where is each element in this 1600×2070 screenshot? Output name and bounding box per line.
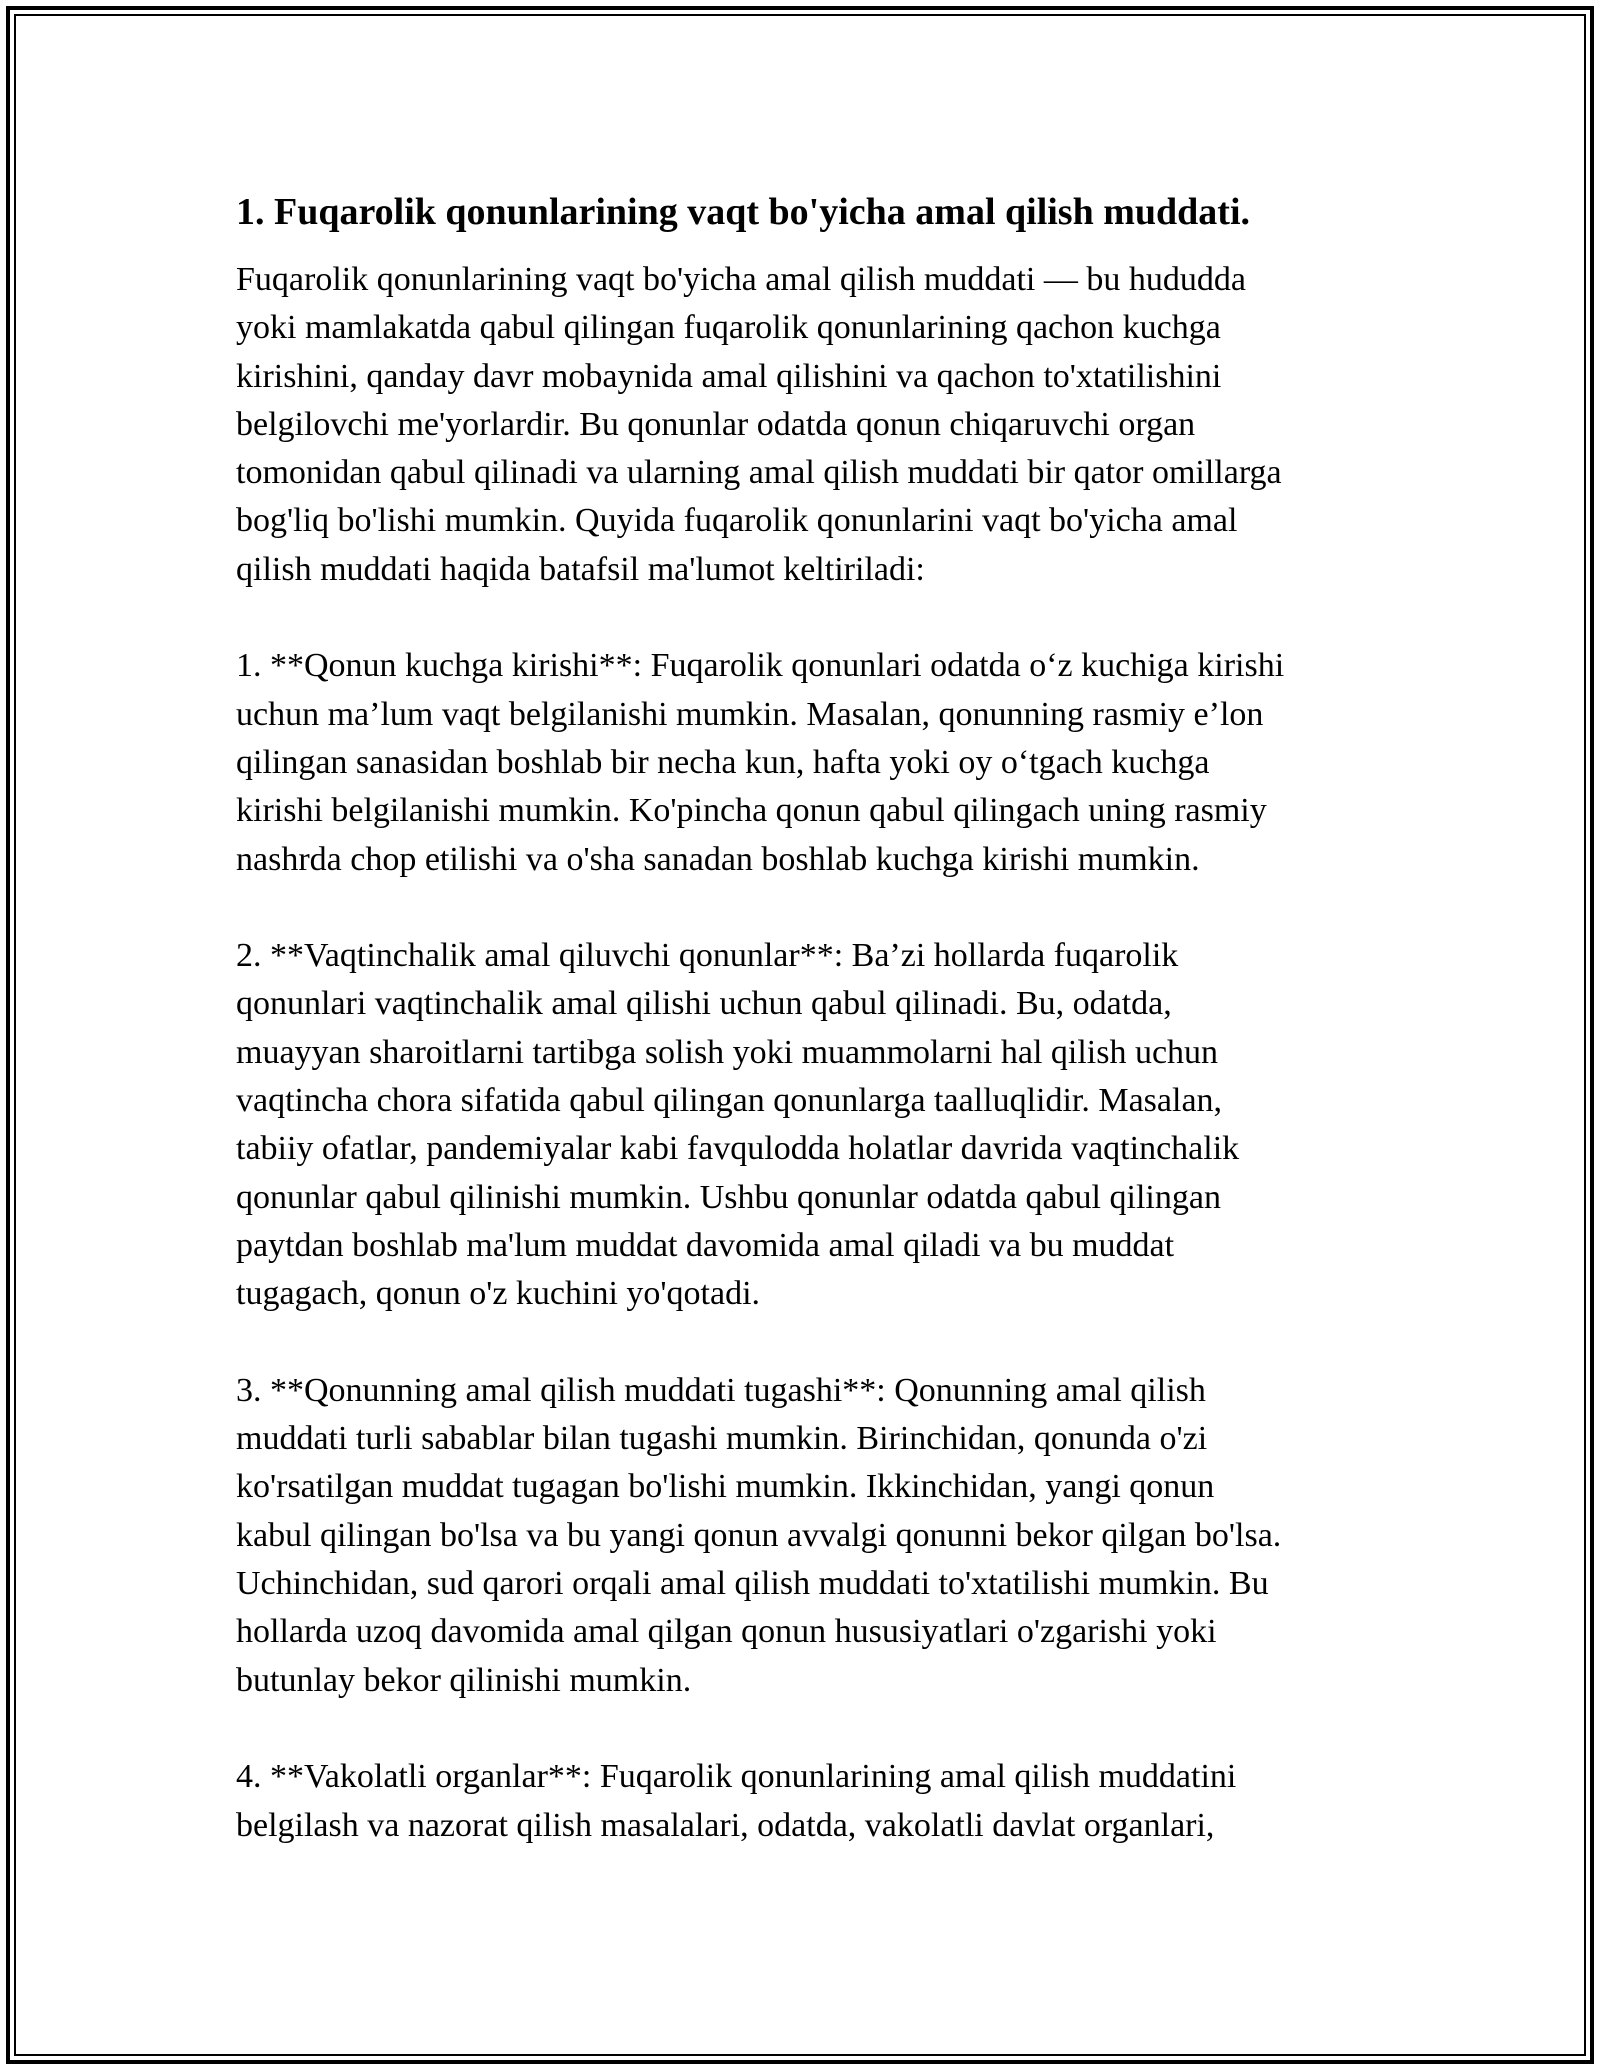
text-line: kirishi belgilanishi mumkin. Ko'pincha qonun qabul qilingach uning rasmiy <box>236 792 1267 830</box>
paragraph-intro <box>236 256 1376 594</box>
text-line: bog'liq bo'lishi mumkin. Quyida fuqarolik qonunlarini vaqt bo'yicha amal <box>236 502 1238 540</box>
text-line: qonunlari vaqtinchalik amal qilishi uchun qabul qilinadi. Bu, odatda, <box>236 985 1172 1023</box>
text-line: ko'rsatilgan muddat tugagan bo'lishi mumkin. Ikkinchidan, yangi qonun <box>236 1468 1215 1506</box>
text-line: tugagach, qonun o'z kuchini yo'qotadi. <box>236 1275 761 1313</box>
text-line: muayyan sharoitlarni tartibga solish yoki muammolarni hal qilish uchun <box>236 1033 1219 1071</box>
text-line: qonunlar qabul qilinishi mumkin. Ushbu qonunlar odatda qabul qilingan <box>236 1178 1221 1216</box>
paragraph-gap <box>236 1705 1376 1753</box>
text-line: kirishini, qanday davr mobaynida amal qilishini va qachon to'xtatilishini <box>236 357 1222 395</box>
text-line: paytdan boshlab ma'lum muddat davomida amal qiladi va bu muddat <box>236 1226 1175 1264</box>
text-line: 3. **Qonunning amal qilish muddati tugashi**: Qonunning amal qilish <box>236 1371 1206 1409</box>
paragraph-gap <box>236 884 1376 932</box>
text-line: butunlay bekor qilinishi mumkin. <box>236 1661 692 1699</box>
text-line: muddati turli sabablar bilan tugashi mumkin. Birinchidan, qonunda o'zi <box>236 1420 1208 1458</box>
section-heading: 1. Fuqarolik qonunlarining vaqt bo'yicha amal qilish muddati. <box>236 191 1250 233</box>
paragraph-item-1 <box>236 642 1376 883</box>
text-line: hollarda uzoq davomida amal qilgan qonun hususiyatlari o'zgarishi yoki <box>236 1613 1217 1651</box>
document-content <box>236 188 1376 1850</box>
text-line: qilish muddati haqida batafsil ma'lumot keltiriladi: <box>236 550 925 588</box>
text-line: Uchinchidan, sud qarori orqali amal qilish muddati to'xtatilishi mumkin. Bu <box>236 1565 1269 1603</box>
paragraph-item-2 <box>236 932 1376 1318</box>
paragraph-item-4 <box>236 1753 1376 1850</box>
text-line: 2. **Vaqtinchalik amal qiluvchi qonunlar**: Ba’zi hollarda fuqarolik <box>236 937 1179 975</box>
text-line: kabul qilingan bo'lsa va bu yangi qonun avvalgi qonunni bekor qilgan bo'lsa. <box>236 1516 1282 1554</box>
paragraph-gap <box>236 594 1376 642</box>
text-line: uchun ma’lum vaqt belgilanishi mumkin. Masalan, qonunning rasmiy e’lon <box>236 695 1264 733</box>
text-line: yoki mamlakatda qabul qilingan fuqarolik qonunlarining qachon kuchga <box>236 309 1221 347</box>
text-line: belgilovchi me'yorlardir. Bu qonunlar odatda qonun chiqaruvchi organ <box>236 405 1196 443</box>
text-line: qilingan sanasidan boshlab bir necha kun, hafta yoki oy o‘tgach kuchga <box>236 743 1210 781</box>
paragraph-gap <box>236 1319 1376 1367</box>
text-line: vaqtincha chora sifatida qabul qilingan qonunlarga taalluqlidir. Masalan, <box>236 1082 1223 1120</box>
text-line: tomonidan qabul qilinadi va ularning amal qilish muddati bir qator omillarga <box>236 454 1282 492</box>
text-line: 1. **Qonun kuchga kirishi**: Fuqarolik qonunlari odatda o‘z kuchiga kirishi <box>236 647 1285 685</box>
text-line: tabiiy ofatlar, pandemiyalar kabi favqulodda holatlar davrida vaqtinchalik <box>236 1130 1240 1168</box>
text-line: 4. **Vakolatli organlar**: Fuqarolik qonunlarining amal qilish muddatini <box>236 1758 1237 1796</box>
text-line: nashrda chop etilishi va o'sha sanadan boshlab kuchga kirishi mumkin. <box>236 840 1200 878</box>
text-line: Fuqarolik qonunlarining vaqt bo'yicha amal qilish muddati — bu hududda <box>236 261 1246 298</box>
paragraph-item-3 <box>236 1367 1376 1705</box>
text-line: belgilash va nazorat qilish masalalari, odatda, vakolatli davlat organlari, <box>236 1806 1215 1844</box>
